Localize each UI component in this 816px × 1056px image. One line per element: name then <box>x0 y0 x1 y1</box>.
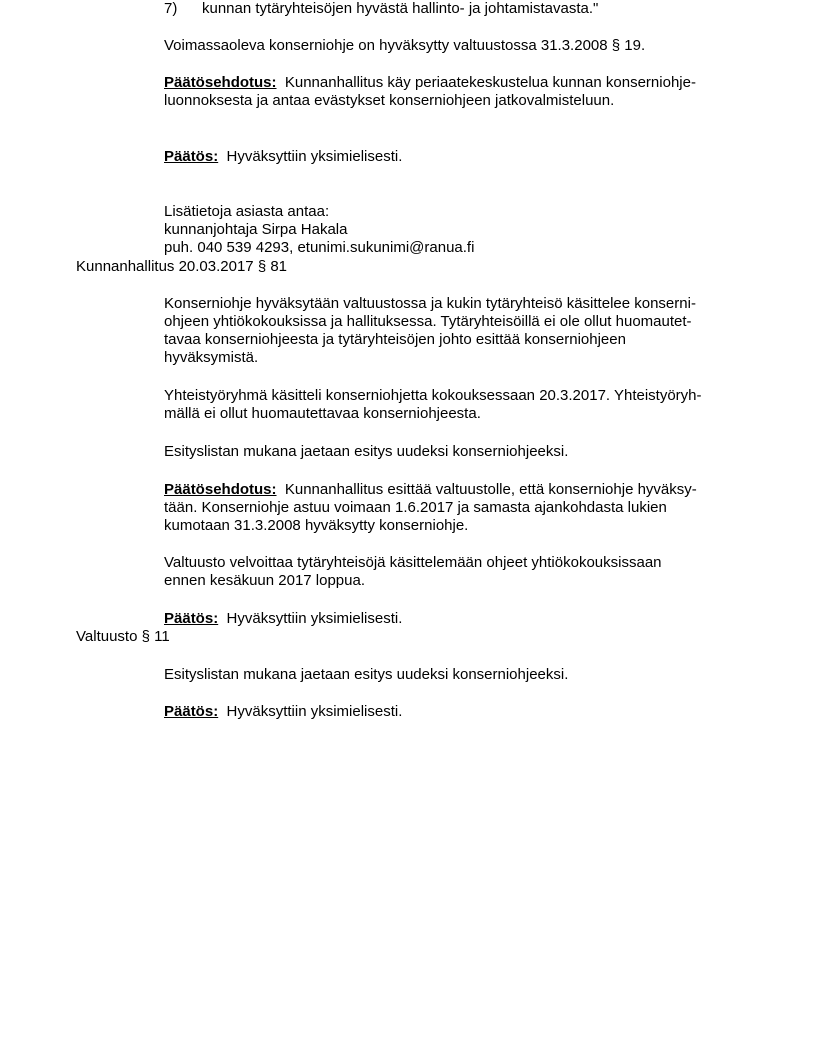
contact-line: kunnanjohtaja Sirpa Hakala <box>164 221 348 238</box>
decision-text: Hyväksyttiin yksimielisesti. <box>226 148 403 165</box>
valid-instruction-note: Voimassaoleva konserniohje on hyväksytty valtuustossa 31.3.2008 § 19. <box>164 37 646 54</box>
contact-line: puh. 040 539 4293, etunimi.sukunimi@ranua.fi <box>164 239 475 256</box>
proposal-paragraph-2 <box>164 481 744 535</box>
proposal-line: Päätösehdotus: Kunnanhallitus esittää valtuustolle, että konserniohje hyväksy- <box>164 481 697 498</box>
proposal-line: luonnoksesta ja antaa evästykset konserniohjeen jatkovalmisteluun. <box>164 92 615 109</box>
decision-label: Päätös: <box>164 148 219 165</box>
proposal-line: Päätösehdotus: Kunnanhallitus käy periaatekeskustelua kunnan konserniohje- <box>164 74 696 91</box>
proposal-paragraph-1 <box>164 74 744 110</box>
decision-text: Hyväksyttiin yksimielisesti. <box>226 703 403 720</box>
proposal-line: kumotaan 31.3.2008 hyväksytty konserniohje. <box>164 517 469 534</box>
decision-text: Hyväksyttiin yksimielisesti. <box>226 610 403 627</box>
section-heading-kunnanhallitus: Kunnanhallitus 20.03.2017 § 81 <box>76 258 288 275</box>
paragraph-konserniohje: Konserniohje hyväksytään valtuustossa ja kukin tytäryhteisö käsittelee konserni- ohjeen yhtiökokouksissa ja hallituksessa. Tytäryhteisöillä ei ole ollut huomautet- tavaa konserniohjeesta ja tytäryhteisöjen johto esittää konserniohjeen hyväksymistä. <box>164 295 696 366</box>
contact-line: Lisätietoja asiasta antaa: <box>164 203 330 220</box>
paragraph-esityslista: Esityslistan mukana jaetaan esitys uudeksi konserniohjeeksi. <box>164 443 569 460</box>
proposal-label: Päätösehdotus: <box>164 74 277 91</box>
decision-paragraph-1 <box>164 148 744 166</box>
paragraph-valtuusto-velvoittaa: Valtuusto velvoittaa tytäryhteisöjä käsittelemään ohjeet yhtiökokouksissaan ennen kesäkuun 2017 loppua. <box>164 554 662 589</box>
decision-label: Päätös: <box>164 610 219 627</box>
proposal-label: Päätösehdotus: <box>164 481 277 498</box>
decision-paragraph-3 <box>164 703 744 721</box>
section-heading-valtuusto: Valtuusto § 11 <box>76 628 170 645</box>
paragraph-esityslista-2: Esityslistan mukana jaetaan esitys uudeksi konserniohjeeksi. <box>164 666 569 683</box>
contact-info <box>164 203 744 257</box>
paragraph-yhteistyoryhma: Yhteistyöryhmä käsitteli konserniohjetta kokouksessaan 20.3.2017. Yhteistyöryh- mällä ei ollut huomautettavaa konserniohjeesta. <box>164 387 702 422</box>
decision-paragraph-2 <box>164 610 744 628</box>
item-number: 7) <box>164 0 178 17</box>
proposal-line: tään. Konserniohje astuu voimaan 1.6.2017 ja samasta ajankohdasta lukien <box>164 499 667 516</box>
numbered-item-7 <box>164 0 744 18</box>
item-text: kunnan tytäryhteisöjen hyvästä hallinto- ja johtamistavasta." <box>202 0 599 17</box>
decision-label: Päätös: <box>164 703 219 720</box>
